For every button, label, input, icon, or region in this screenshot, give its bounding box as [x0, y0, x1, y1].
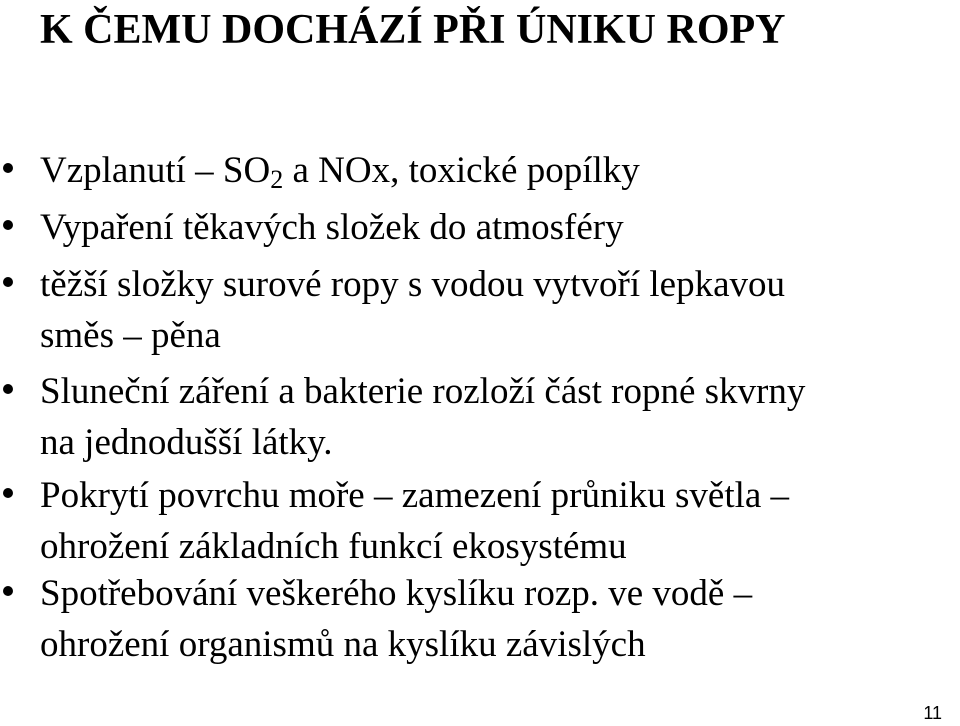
bullet-text-segment: a NOx, toxické popílky [283, 150, 640, 191]
bullet-dot-icon [3, 220, 13, 230]
bullet-dot-icon [3, 384, 13, 394]
bullet-dot-icon [3, 163, 13, 173]
bullet-text-segment: Vzplanutí – SO [40, 150, 271, 191]
bullet-text-line [40, 145, 640, 197]
bullet-dot-icon [3, 488, 13, 498]
bullet-text-line: Sluneční záření a bakterie rozloží část ropné skvrny [40, 371, 806, 412]
bullet-text-line: Pokrytí povrchu moře – zamezení průniku světla – [40, 475, 790, 516]
slide-title: K ČEMU DOCHÁZÍ PŘI ÚNIKU ROPY [40, 7, 786, 53]
bullet-text-line: ohrožení organismů na kyslíku závislých [40, 624, 646, 665]
bullet-text-line: směs – pěna [40, 315, 221, 356]
bullet-text-line: těžší složky surové ropy s vodou vytvoří lepkavou [40, 264, 786, 305]
bullet-dot-icon [3, 277, 13, 287]
bullet-text-line: na jednodušší látky. [40, 422, 333, 463]
subscript-two: 2 [270, 165, 284, 194]
bullet-text-line: ohrožení základních funkcí ekosystému [40, 526, 627, 567]
bullet-dot-icon [3, 586, 13, 596]
page-number: 11 [923, 703, 942, 723]
bullet-text-line: Vypaření těkavých složek do atmosféry [40, 207, 624, 248]
bullet-text-line: Spotřebování veškerého kyslíku rozp. ve vodě – [40, 573, 753, 614]
